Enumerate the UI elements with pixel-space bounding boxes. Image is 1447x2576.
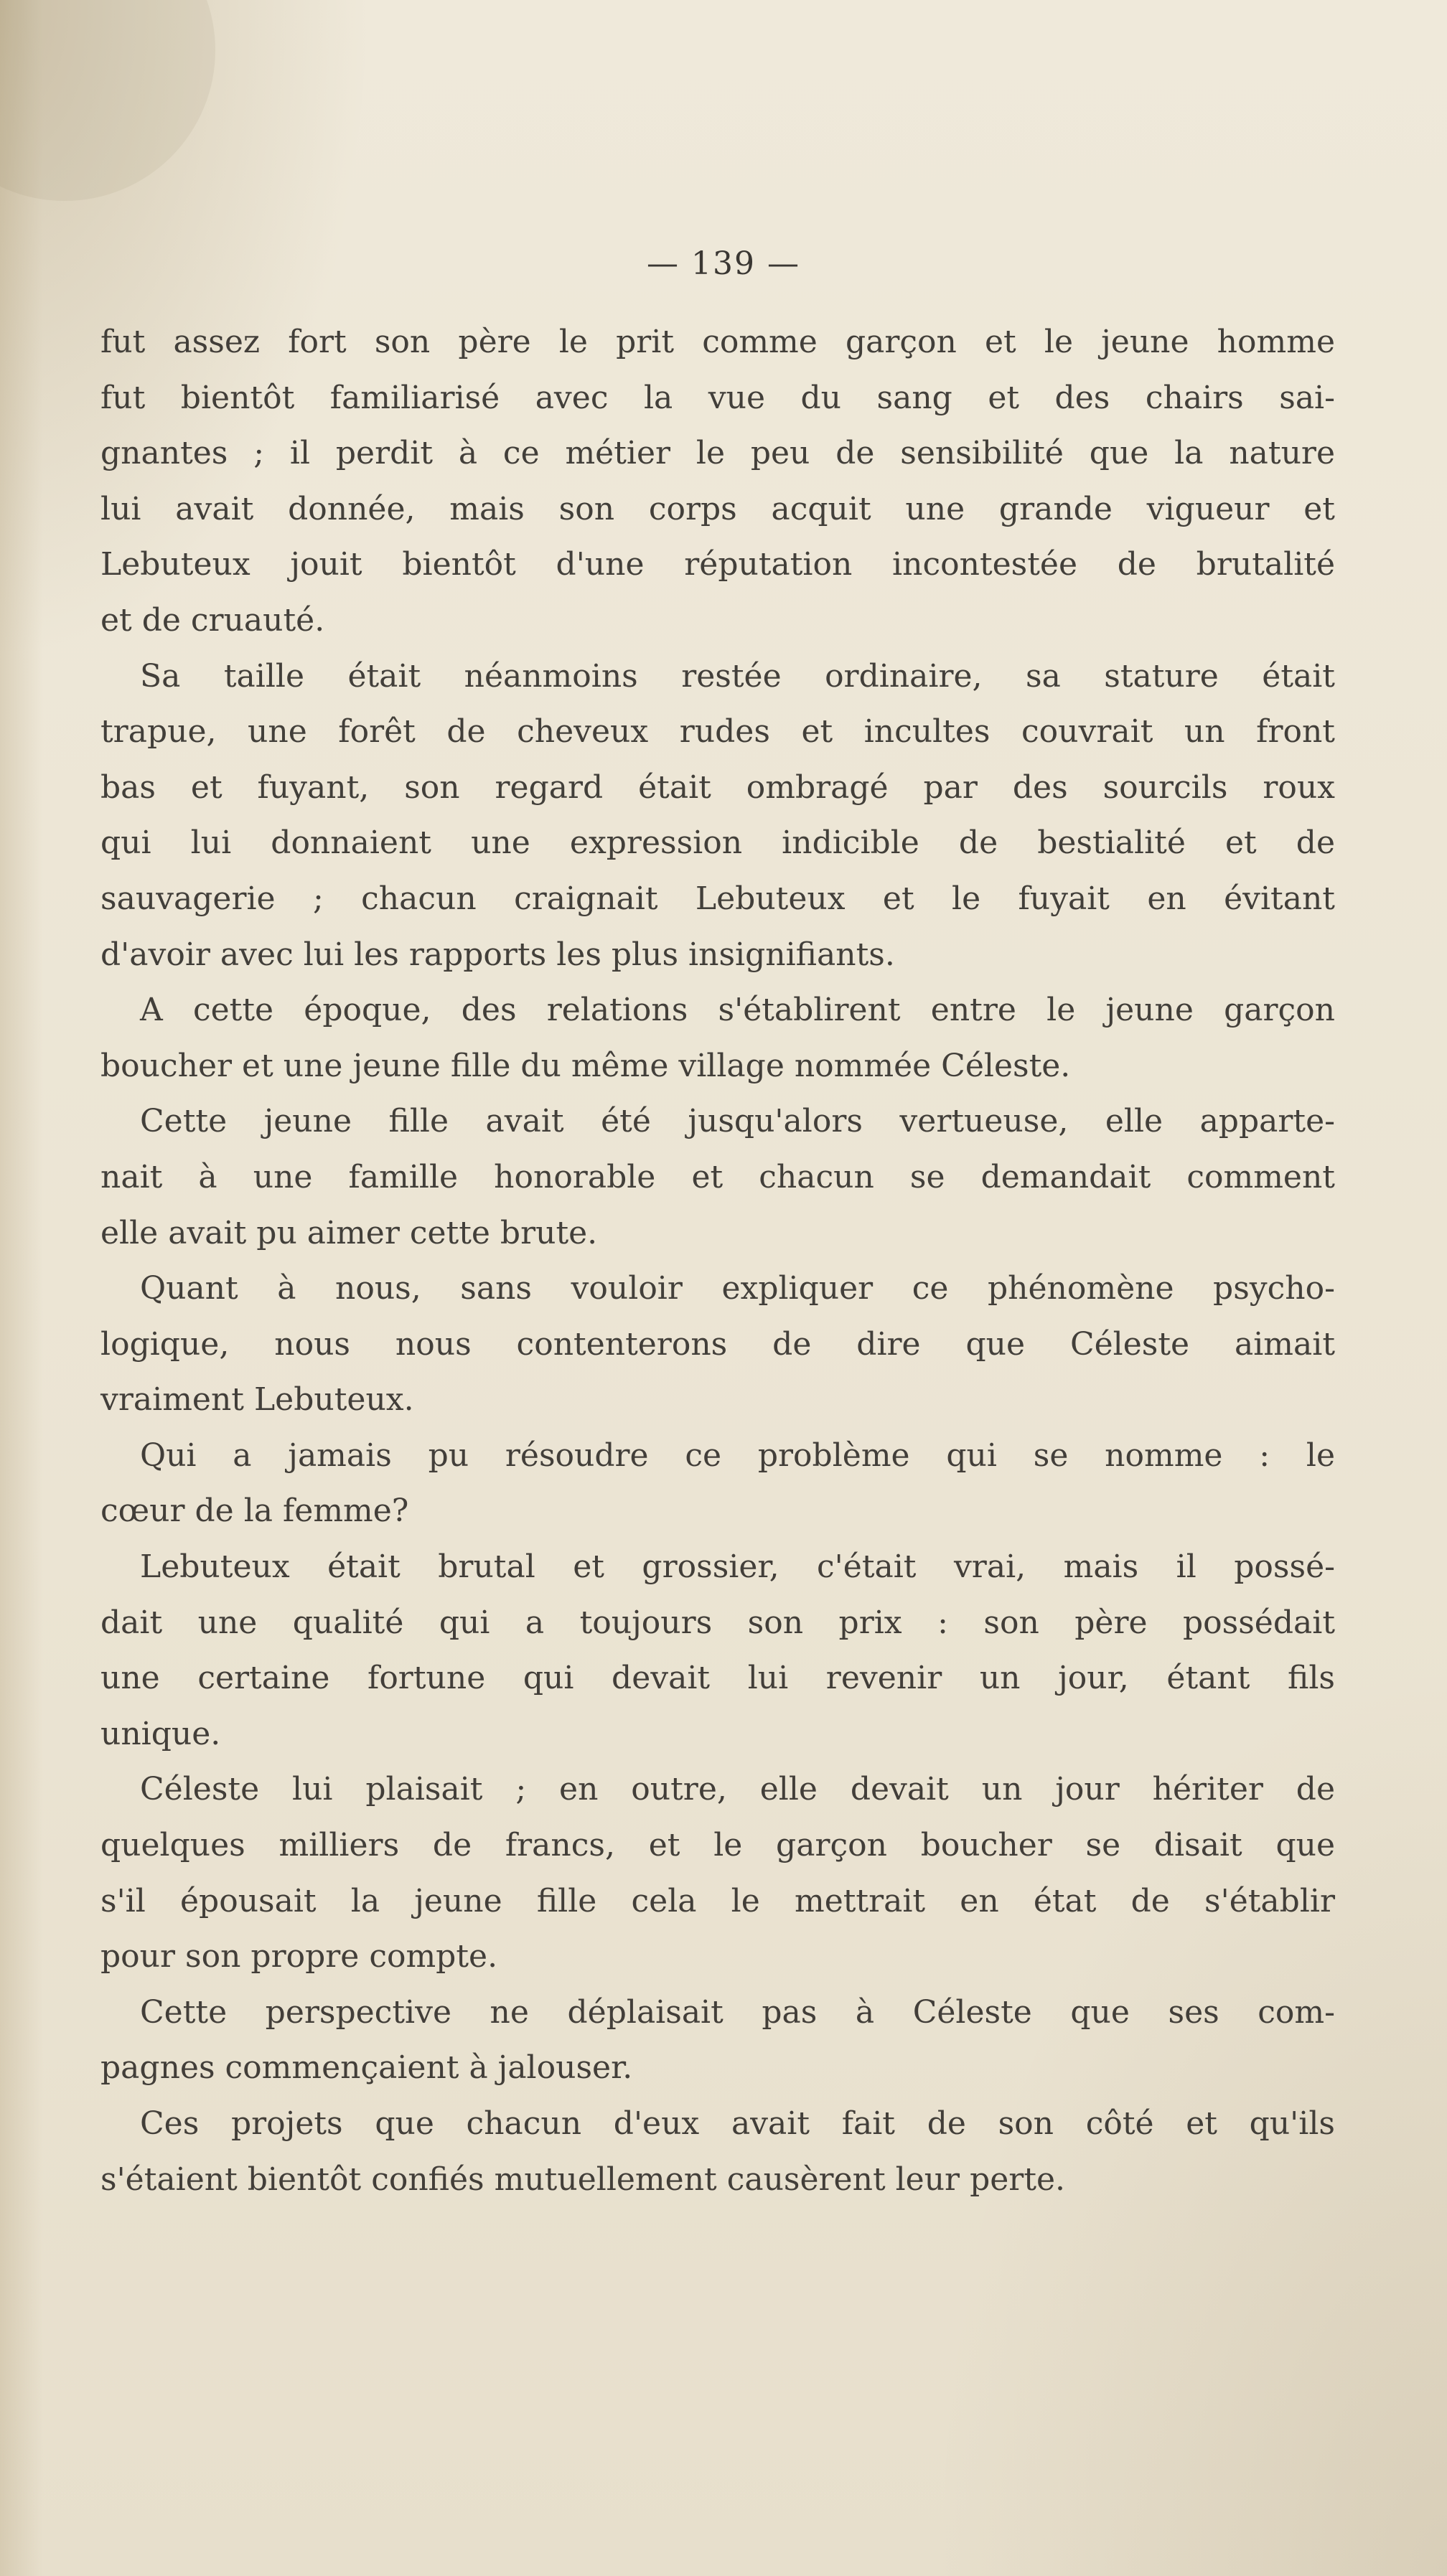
text-line: Quant à nous, sans vouloir expliquer ce phénomène psycho- xyxy=(140,1270,1335,1307)
page-stain xyxy=(0,0,215,201)
text-line: et de cruauté. xyxy=(100,601,325,639)
text-line: s'étaient bientôt confiés mutuellement causèrent leur perte. xyxy=(100,2161,1066,2198)
text-line: trapue, une forêt de cheveux rudes et incultes couvrait un front xyxy=(100,713,1335,751)
text-line: une certaine fortune qui devait lui revenir un jour, étant fils xyxy=(100,1660,1335,1697)
text-line: fut assez fort son père le prit comme garçon et le jeune homme xyxy=(100,324,1335,360)
text-line: Céleste lui plaisait ; en outre, elle devait un jour hériter de xyxy=(140,1771,1335,1808)
text-line: lui avait donnée, mais son corps acquit une grande vigueur et xyxy=(100,490,1335,527)
text-line: boucher et une jeune fille du même village nommée Céleste. xyxy=(100,1047,1071,1084)
text-line: Ces projets que chacun d'eux avait fait de son côté et qu'ils xyxy=(140,2105,1335,2142)
text-line: nait à une famille honorable et chacun se demandait comment xyxy=(100,1158,1335,1195)
text-line: s'il épousait la jeune fille cela le mettrait en état de s'établir xyxy=(100,1882,1335,1919)
text-line: unique. xyxy=(100,1715,221,1752)
text-line: pagnes commençaient à jalouser. xyxy=(100,2049,633,2087)
text-line: bas et fuyant, son regard était ombragé par des sourcils roux xyxy=(100,768,1335,806)
text-line: cœur de la femme? xyxy=(100,1493,409,1530)
text-line: vraiment Lebuteux. xyxy=(100,1381,414,1419)
text-line: Cette perspective ne déplaisait pas à Céleste que ses com- xyxy=(140,1993,1335,2031)
text-line: Lebuteux jouit bientôt d'une réputation incontestée de brutalité xyxy=(100,546,1335,583)
body-text xyxy=(100,314,1335,2207)
text-line: d'avoir avec lui les rapports les plus insignifiants. xyxy=(100,936,895,973)
text-line: gnantes ; il perdit à ce métier le peu de sensibilité que la nature xyxy=(100,435,1335,472)
text-line: dait une qualité qui a toujours son prix : son père possédait xyxy=(100,1604,1335,1641)
text-line: Qui a jamais pu résoudre ce problème qui se nomme : le xyxy=(140,1437,1335,1474)
text-line: quelques milliers de francs, et le garçon boucher se disait que xyxy=(100,1827,1335,1864)
page-number: — 139 — xyxy=(647,245,800,282)
text-line: Cette jeune fille avait été jusqu'alors vertueuse, elle apparte- xyxy=(140,1103,1335,1140)
text-line: pour son propre compte. xyxy=(100,1938,498,1975)
text-line: fut bientôt familiarisé avec la vue du sang et des chairs sai- xyxy=(100,379,1335,416)
text-line: Lebuteux était brutal et grossier, c'était vrai, mais il possé- xyxy=(140,1548,1335,1586)
text-line: elle avait pu aimer cette brute. xyxy=(100,1214,598,1251)
text-line: qui lui donnaient une expression indicible de bestialité et de xyxy=(100,824,1335,862)
text-line: Sa taille était néanmoins restée ordinaire, sa stature était xyxy=(140,657,1335,695)
text-line: A cette époque, des relations s'établirent entre le jeune garçon xyxy=(140,992,1335,1029)
text-line: sauvagerie ; chacun craignait Lebuteux et le fuyait en évitant xyxy=(100,880,1335,917)
text-line: logique, nous nous contenterons de dire que Céleste aimait xyxy=(100,1325,1335,1363)
